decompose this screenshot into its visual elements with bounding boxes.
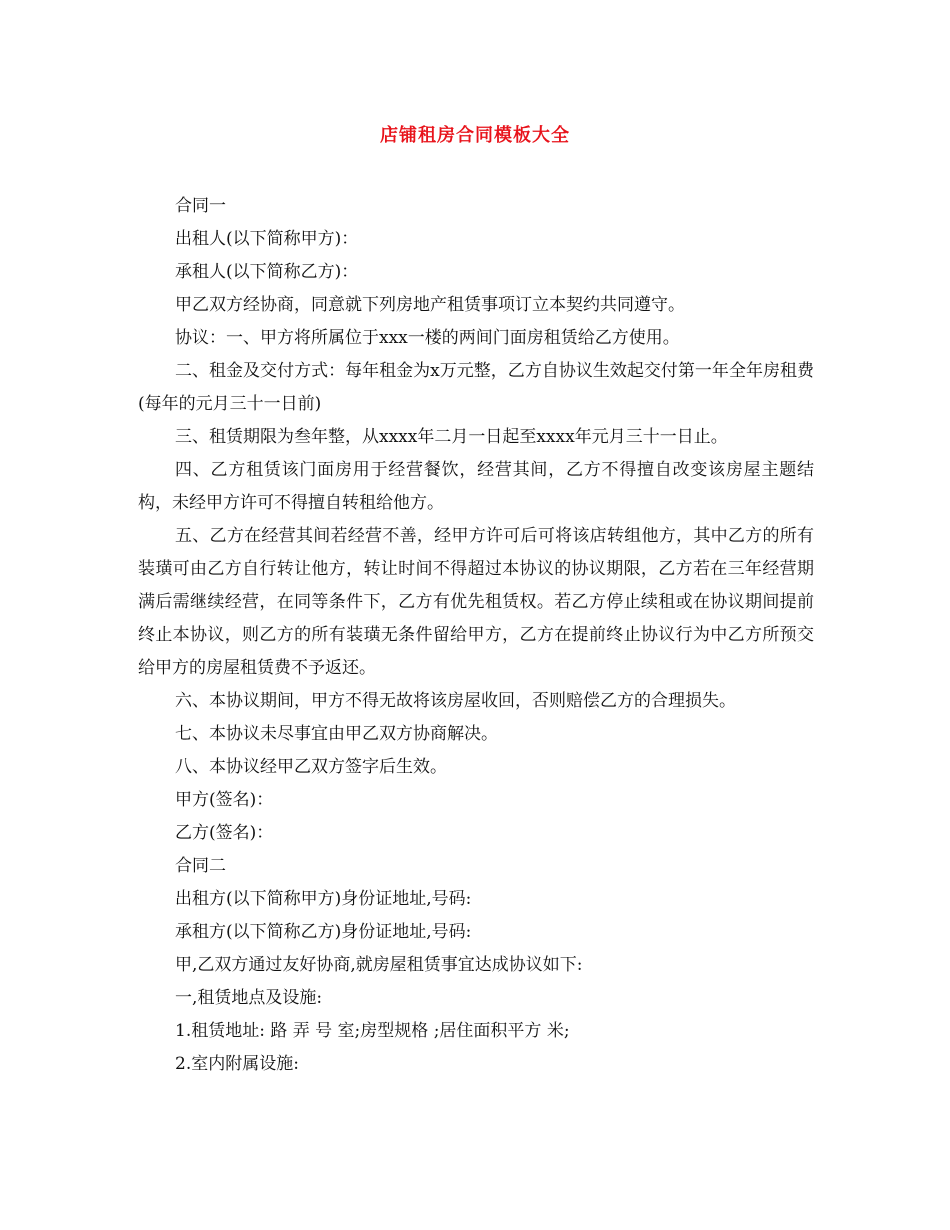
document-body: [138, 190, 814, 1081]
paragraph: 合同二: [175, 856, 226, 876]
paragraph: 一,租赁地点及设施:: [175, 988, 323, 1008]
paragraph: 二、租金及交付方式：每年租金为x万元整，乙方自协议生效起交付第一年全年房租费(每年的元月三十一日前): [138, 361, 814, 414]
paragraph: 甲乙双方经协商，同意就下列房地产租赁事项订立本契约共同遵守。: [175, 295, 685, 315]
paragraph: 五、乙方在经营其间若经营不善，经甲方许可后可将该店转组他方，其中乙方的所有装璜可由乙方自行转让他方，转让时间不得超过本协议的协议期限，乙方若在三年经营期满后需继续经营，在同等条件下，乙方有优先租赁权。若乙方停止续租或在协议期间提前终止本协议，则乙方的所有装璜无条件留给甲方，乙方在提前终止协议行为中乙方所预交给甲方的房屋租赁费不予返还。: [138, 526, 814, 678]
paragraph: 六、本协议期间，甲方不得无故将该房屋收回，否则赔偿乙方的合理损失。: [175, 691, 736, 711]
document-title: 店铺租房合同模板大全: [380, 125, 570, 146]
paragraph: 协议：一、甲方将所属位于xxx一楼的两间门面房租赁给乙方使用。: [175, 328, 680, 348]
paragraph: 合同一: [175, 196, 226, 216]
paragraph: 2.室内附属设施:: [175, 1054, 299, 1074]
paragraph: 四、乙方租赁该门面房用于经营餐饮，经营其间，乙方不得擅自改变该房屋主题结构，未经甲方许可不得擅自转租给他方。: [138, 460, 814, 513]
paragraph: 承租人(以下简称乙方)：: [175, 262, 359, 282]
paragraph: 八、本协议经甲乙双方签字后生效。: [175, 757, 447, 777]
paragraph: 三、租赁期限为叁年整，从xxxx年二月一日起至xxxx年元月三十一日止。: [175, 427, 728, 447]
paragraph: 出租方(以下简称甲方)身份证地址,号码:: [175, 889, 472, 909]
paragraph: 1.租赁地址: 路 弄 号 室;房型规格 ;居住面积平方 米;: [175, 1021, 570, 1041]
paragraph: 出租人(以下简称甲方)：: [175, 229, 359, 249]
paragraph: 乙方(签名)：: [175, 823, 274, 843]
paragraph: 甲方(签名)：: [175, 790, 274, 810]
paragraph: 七、本协议未尽事宜由甲乙双方协商解决。: [175, 724, 498, 744]
paragraph: 甲,乙双方通过友好协商,就房屋租赁事宜达成协议如下:: [175, 955, 583, 975]
paragraph: 承租方(以下简称乙方)身份证地址,号码:: [175, 922, 472, 942]
